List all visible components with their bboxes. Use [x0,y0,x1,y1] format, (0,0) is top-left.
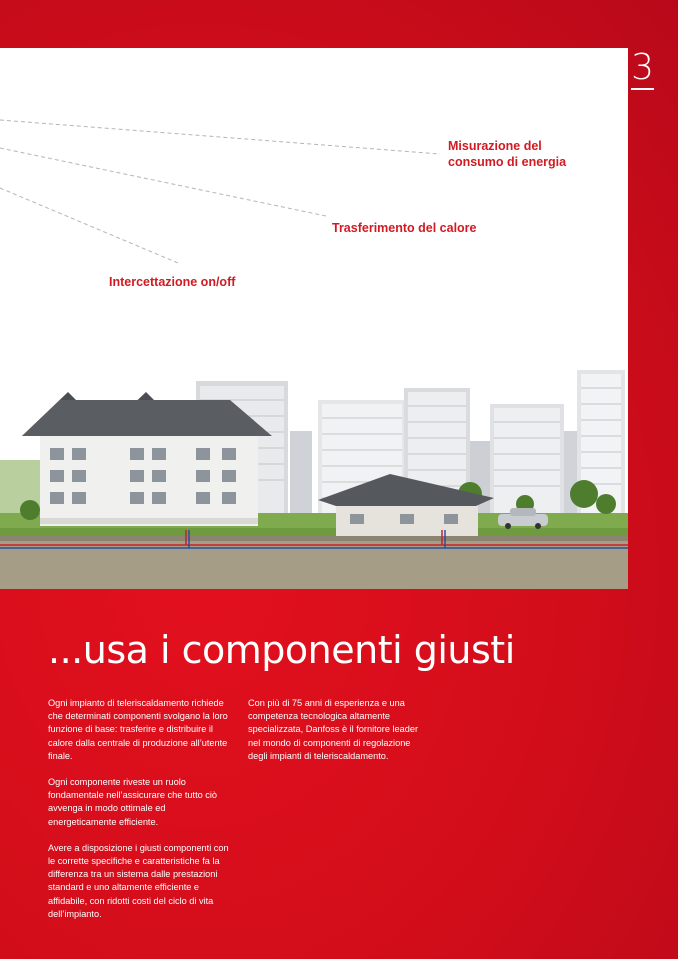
page-number: 3 [631,47,654,88]
city-scene-graphic [0,48,628,589]
page-title: ...usa i componenti giusti [48,628,515,672]
paragraph: Ogni componente riveste un ruolo fondamentale nell’assicurare che tutto ciò avvenga in modo ottimale ed energeticamente efficiente. [48,777,218,827]
apartment-building [22,392,272,526]
body-column-left [48,697,234,934]
body-column-right [248,697,428,776]
paragraph: Avere a disposizione i giusti componenti con le corrette specifiche e caratteristiche fa la differenza tra un sistema dalle prestazioni standard e uno altamente efficiente e affidabile, con ridotti costi del ciclo di vita dell’impianto. [48,842,229,919]
callout-heat-transfer: Trasferimento del calore [332,221,477,235]
callout-energy-metering: Misurazione del consumo di energia [448,139,567,169]
district-heating-illustration [0,48,628,589]
callout-shutoff: Intercettazione on/off [109,275,236,289]
paragraph: Ogni impianto di teleriscaldamento richiede che determinati componenti svolgano la loro funzione di base: trasferire e distribuire il calore dalla centrale di produzione all’utente finale. [48,698,228,761]
paragraph: Con più di 75 anni di esperienza e una competenza tecnologica altamente specializzata, Danfoss è il fornitore leader nel mondo di componenti di regolazione degli impianti di teleriscaldamento. [248,698,419,761]
leader-lines [0,120,440,263]
ground-section [0,536,628,589]
